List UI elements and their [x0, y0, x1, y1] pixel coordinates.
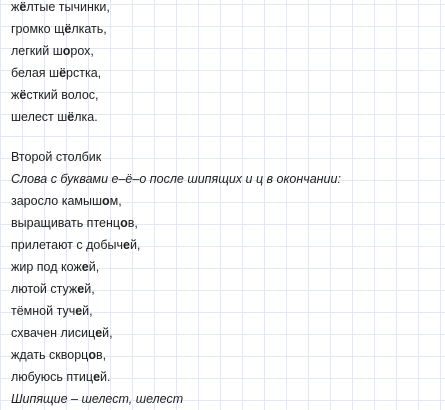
highlighted-vowel: о	[62, 44, 71, 58]
highlighted-vowel: ё	[64, 22, 72, 36]
word-part: заросло камыш	[11, 194, 102, 208]
word-part: белая ш	[11, 66, 60, 80]
highlighted-vowel: е	[75, 304, 83, 318]
highlighted-vowel: ё	[19, 0, 27, 14]
word-phrase	[11, 190, 441, 212]
word-phrase	[11, 234, 441, 256]
word-part: ж	[11, 0, 20, 14]
word-part: лкать,	[71, 22, 107, 36]
word-list-first	[11, 0, 441, 128]
word-part: лютой стуж	[11, 282, 78, 296]
word-phrase	[11, 322, 441, 344]
word-part: й,	[129, 238, 141, 252]
highlighted-vowel: о	[88, 348, 96, 362]
word-phrase	[11, 256, 441, 278]
highlighted-vowel: о	[120, 216, 128, 230]
highlighted-vowel: ё	[59, 66, 67, 80]
word-phrase	[11, 84, 441, 106]
word-part: громко щ	[11, 22, 65, 36]
highlighted-vowel: е	[93, 370, 101, 384]
word-phrase	[11, 62, 441, 84]
word-part: рох,	[70, 44, 94, 58]
word-part: й,	[82, 304, 93, 318]
highlighted-vowel: е	[123, 238, 130, 252]
section-heading: Второй столбик	[11, 150, 102, 164]
word-phrase	[11, 106, 441, 128]
highlighted-vowel: ё	[67, 110, 75, 124]
highlighted-vowel: ё	[19, 88, 27, 102]
word-part: любуюсь птиц	[11, 370, 94, 384]
word-part: ж	[11, 88, 20, 102]
word-list-second	[11, 190, 441, 388]
word-phrase	[11, 40, 441, 62]
word-part: лка.	[74, 110, 98, 124]
word-part: рстка,	[66, 66, 102, 80]
word-part: прилетают с добыч	[11, 238, 123, 252]
word-phrase	[11, 366, 441, 388]
word-phrase	[11, 344, 441, 366]
word-part: тёмной туч	[11, 304, 76, 318]
word-part: выращивать птенц	[11, 216, 121, 230]
word-part: й,	[102, 326, 113, 340]
word-part: й,	[84, 282, 95, 296]
worksheet-page	[11, 0, 441, 410]
spacer	[11, 128, 441, 146]
highlighted-vowel: о	[102, 194, 110, 208]
highlighted-vowel: е	[77, 282, 85, 296]
word-part: й.	[100, 370, 111, 384]
word-part: шелест ш	[11, 110, 68, 124]
word-part: сткий волос,	[26, 88, 99, 102]
word-phrase	[11, 278, 441, 300]
rule-text: Слова с буквами е–ё–о после шипящих и ц в окончании:	[11, 172, 341, 186]
word-part: в,	[127, 216, 138, 230]
word-phrase	[11, 212, 441, 234]
word-part: й,	[88, 260, 100, 274]
word-part: в,	[95, 348, 107, 362]
word-phrase	[11, 0, 441, 18]
word-part: лтые тычинки,	[26, 0, 110, 14]
word-phrase	[11, 18, 441, 40]
word-part: ждать скворц	[11, 348, 89, 362]
highlighted-vowel: е	[95, 326, 103, 340]
word-part: м,	[109, 194, 122, 208]
highlighted-vowel: е	[81, 260, 89, 274]
word-part: жир под кож	[11, 260, 82, 274]
word-part: схвачен лисиц	[11, 326, 96, 340]
word-phrase	[11, 300, 441, 322]
cut-off-line: Шипящие – шелест, шелест	[11, 392, 184, 406]
word-part: легкий ш	[11, 44, 63, 58]
